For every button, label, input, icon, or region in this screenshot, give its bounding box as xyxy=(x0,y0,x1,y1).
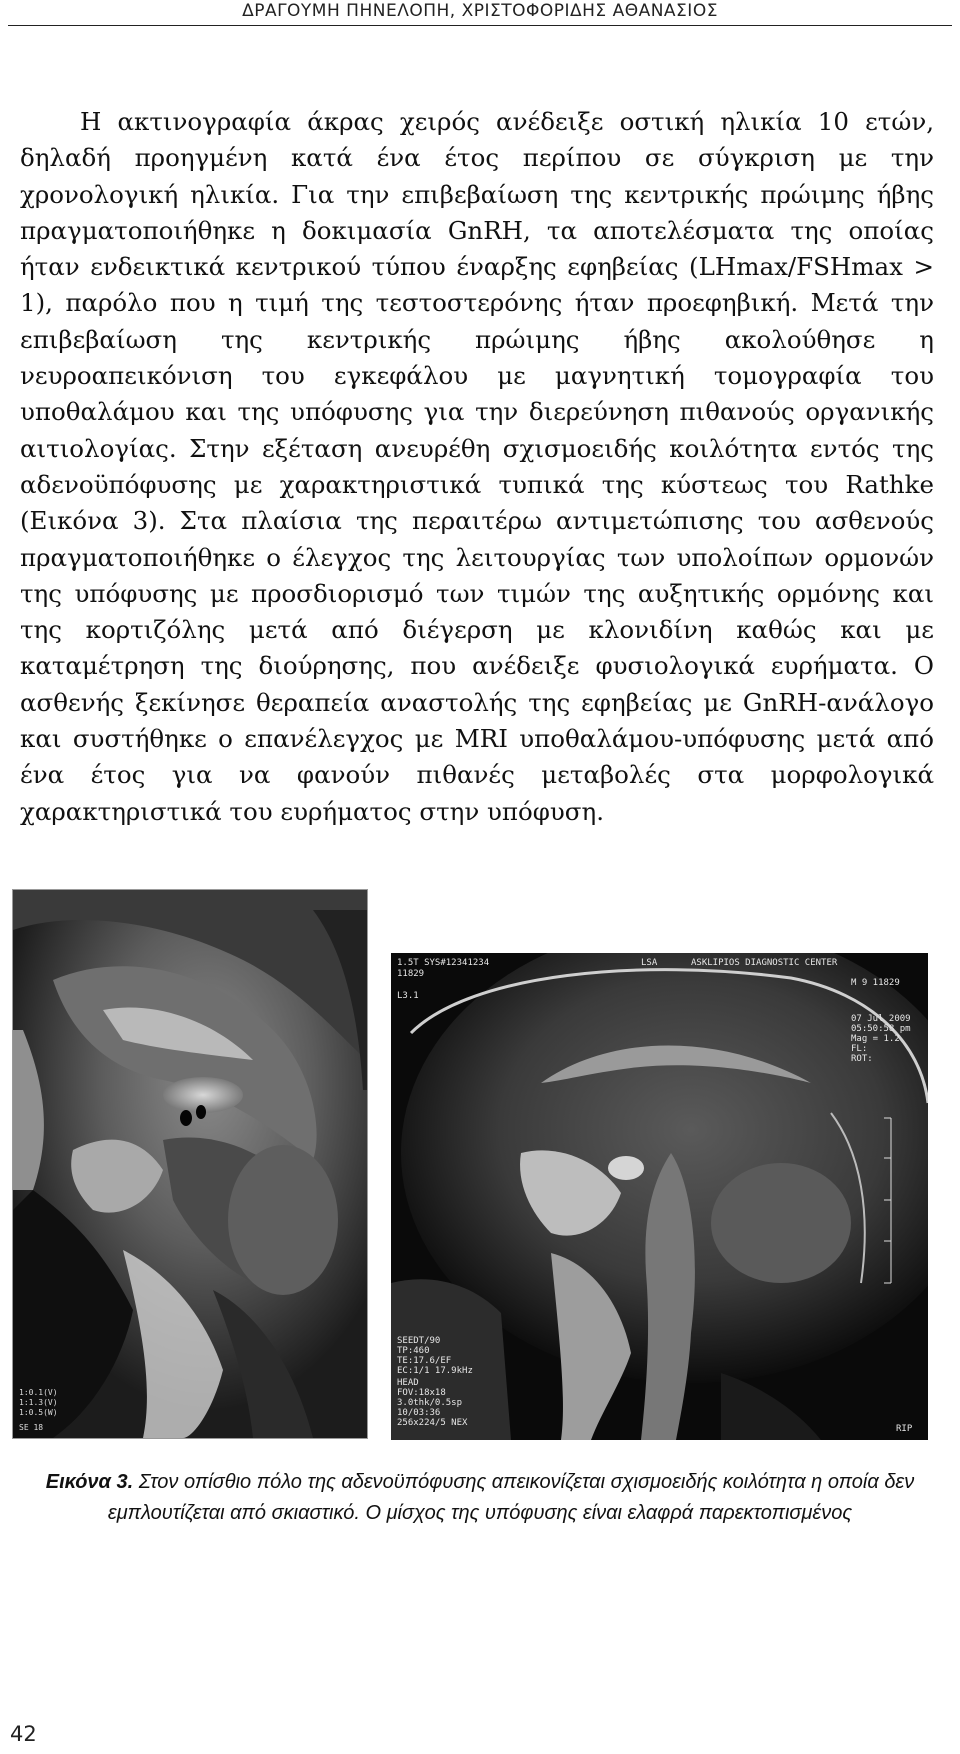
right-overlay-top-label: L3.1 xyxy=(397,991,419,1001)
figure-caption xyxy=(10,1467,950,1529)
right-overlay-bl-9: 256x224/5 NEX xyxy=(397,1418,468,1428)
left-overlay-line-1: 1:0.1(V) xyxy=(19,1388,58,1397)
right-overlay-bl-4: EC:1/1 17.9kHz xyxy=(397,1366,473,1376)
mri-image-left xyxy=(13,890,367,1438)
body-paragraph: Η ακτινογραφία άκρας χειρός ανέδειξε οστική ηλικία 10 ετών, δηλαδή προηγμένη κατά ένα έτος περίπου σε σύγκριση με την χρονολογική ηλικία. Για την επιβεβαίωση της κεντρικής πρώιμης ήβης πραγματοποιήθηκε η δοκιμασία GnRH, τα αποτελέσματα της οποίας ήταν ενδεικτικά κεντρικού τύπου έναρξης εφηβείας (LHmax/FSHmax > 1), παρόλο που η τιμή της τεστοστερόνης ήταν προεφηβική. Μετά την επιβεβαίωση της κεντρικής πρώιμης ήβης ακολούθησε η νευροαπεικόνιση του εγκεφάλου με μαγνητική τομογραφία του υποθαλάμου και της υπόφυσης για την διερεύνηση πιθανούς οργανικής αιτιολογίας. Στην εξέταση ανευρέθη σχισμοειδής κοιλότητα εντός της αδενοϋπόφυσης με χαρακτηριστικά τυπικά της κύστεως του Rathke (Εικόνα 3). Στα πλαίσια της περαιτέρω αντιμετώπισης του ασθενούς πραγματοποιήθηκε ο έλεγχος της λειτουργίας των υπολοίπων ορμονών της υπόφυσης με προσδιορισμό των τιμών της αυξητικής ορμόνης και της κορτιζόλης μετά από διέγερση με κλονιδίνη καθώς και με καταμέτρηση της διούρησης, που ανέδειξε φυσιολογικά ευρήματα. Ο ασθενής ξεκίνησε θεραπεία αναστολής της εφηβείας με GnRH-ανάλογο και συστήθηκε ο επανέλεγχος με MRI υποθαλάμου-υπόφυσης μετά από ένα έτος για να φανούν πιθανές μεταβολές στα μορφολογικά χαρακτηριστικά του ευρήματος στην υπόφυση. xyxy=(20,107,934,826)
right-overlay-bl-1: SEEDT/90 xyxy=(397,1336,441,1346)
right-overlay-bottom-right: RIP xyxy=(896,1424,913,1434)
right-overlay-bl-2: TP:460 xyxy=(397,1346,430,1356)
right-overlay-top-left: 1.5T SYS#12341234 xyxy=(397,958,490,968)
header-rule xyxy=(8,25,952,26)
right-overlay-right-4: Mag = 1.2 xyxy=(851,1034,900,1044)
right-overlay-bl-5: HEAD xyxy=(397,1378,419,1388)
left-overlay-line-2: 1:1.3(V) xyxy=(19,1398,58,1407)
mri-image-right xyxy=(391,953,928,1440)
page-number: 42 xyxy=(10,1722,37,1746)
right-overlay-right-3: 05:50:58 pm xyxy=(851,1024,911,1034)
right-overlay-bl-7: 3.0thk/0.5sp xyxy=(397,1398,463,1408)
right-overlay-bl-8: 10/03:36 xyxy=(397,1408,441,1418)
left-overlay-line-3: 1:0.5(W) xyxy=(19,1408,58,1417)
right-overlay-right-1: M 9 11829 xyxy=(851,978,900,988)
left-overlay-line-4: SE 18 xyxy=(19,1423,44,1432)
header-authors: ΔΡΑΓΟΥΜΗ ΠΗΝΕΛΟΠΗ, ΧΡΙΣΤΟΦΟΡΙΔΗΣ ΑΘΑΝΑΣΙΟΣ xyxy=(242,1,718,21)
figure-3 xyxy=(0,890,960,1450)
right-overlay-top-right: ASKLIPIOS DIAGNOSTIC CENTER xyxy=(691,958,838,968)
right-overlay-right-5: FL: xyxy=(851,1044,868,1054)
right-overlay-right-2: 07 Jul 2009 xyxy=(851,1014,911,1024)
right-overlay-bl-3: TE:17.6/EF xyxy=(397,1356,452,1366)
caption-label: Εικόνα 3. xyxy=(45,1471,134,1493)
body-text xyxy=(20,104,934,830)
caption-text: Στον οπίσθιο πόλο της αδενοϋπόφυσης απεικονίζεται σχισμοειδής κοιλότητα η οποία δεν εμπλουτίζεται από σκιαστικό. Ο μίσχος της υπόφυσης είναι ελαφρά παρεκτοπισμένος xyxy=(107,1471,915,1524)
right-overlay-bl-6: FOV:18x18 xyxy=(397,1388,446,1398)
right-overlay-top-number: 11829 xyxy=(397,969,425,979)
right-overlay-top-mid: LSA xyxy=(641,958,658,968)
running-header xyxy=(0,0,960,26)
right-overlay-right-6: ROT: xyxy=(851,1054,873,1064)
